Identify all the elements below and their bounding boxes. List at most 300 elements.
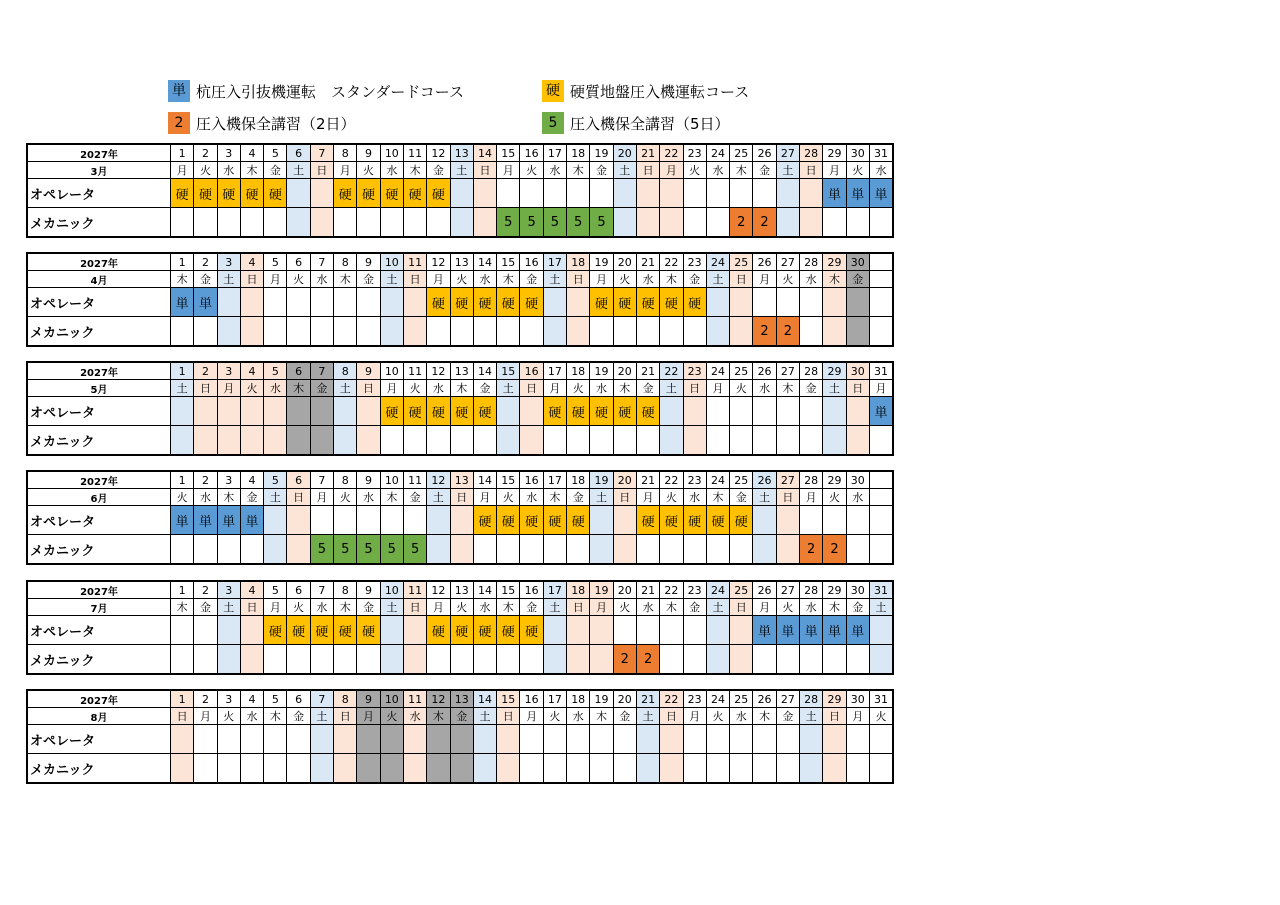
mechanic-slot (636, 208, 659, 238)
day-number: 12 (427, 253, 450, 271)
operator-slot (730, 725, 753, 754)
day-number: 9 (357, 581, 380, 599)
row-header: 3月 (27, 162, 171, 179)
day-number: 15 (497, 581, 520, 599)
mechanic-slot (264, 754, 287, 784)
day-number: 10 (380, 581, 403, 599)
weekday: 土 (380, 271, 403, 288)
mechanic-slot (264, 645, 287, 675)
mechanic-slot (171, 645, 194, 675)
day-number: 6 (287, 471, 310, 489)
mechanic-slot: 2 (823, 535, 846, 565)
weekday: 木 (217, 489, 240, 506)
row-header: 2027年 (27, 690, 171, 708)
weekday: 木 (287, 380, 310, 397)
day-number: 26 (753, 690, 776, 708)
mechanic-slot (613, 754, 636, 784)
day-number: 13 (450, 362, 473, 380)
weekday: 水 (706, 162, 729, 179)
day-number: 31 (869, 581, 893, 599)
mechanic-slot (846, 535, 869, 565)
mechanic-slot (450, 208, 473, 238)
mechanic-slot (171, 426, 194, 456)
mechanic-slot (427, 754, 450, 784)
weekday: 金 (846, 599, 869, 616)
operator-slot (776, 506, 799, 535)
weekday: 土 (310, 708, 333, 725)
day-number: 14 (473, 253, 496, 271)
day-number: 16 (520, 471, 543, 489)
mechanic-slot (706, 317, 729, 347)
weekday: 金 (613, 708, 636, 725)
day-number: 13 (450, 144, 473, 162)
day-number: 31 (869, 144, 893, 162)
operator-slot (869, 725, 893, 754)
operator-slot (869, 616, 893, 645)
mechanic-slot (869, 208, 893, 238)
day-number: 14 (473, 471, 496, 489)
day-number: 5 (264, 471, 287, 489)
weekday: 水 (357, 489, 380, 506)
row-header: 5月 (27, 380, 171, 397)
operator-slot: 硬 (450, 397, 473, 426)
mechanic-slot (520, 645, 543, 675)
weekday: 月 (473, 489, 496, 506)
day-number: 13 (450, 690, 473, 708)
row-header: 2027年 (27, 471, 171, 489)
day-number: 21 (636, 471, 659, 489)
operator-slot (683, 725, 706, 754)
weekday: 金 (473, 380, 496, 397)
weekday: 水 (310, 599, 333, 616)
weekday: 金 (636, 380, 659, 397)
day-number: 12 (427, 144, 450, 162)
operator-slot (427, 506, 450, 535)
day-number: 1 (171, 690, 194, 708)
weekday: 木 (264, 708, 287, 725)
weekday: 木 (334, 599, 357, 616)
operator-slot (310, 397, 333, 426)
weekday: 土 (450, 162, 473, 179)
mechanic-slot (823, 208, 846, 238)
mechanic-slot: 5 (380, 535, 403, 565)
operator-slot (473, 179, 496, 208)
day-number: 5 (264, 362, 287, 380)
day-number: 27 (776, 144, 799, 162)
operator-slot (264, 397, 287, 426)
operator-slot (240, 725, 263, 754)
mechanic-slot (427, 535, 450, 565)
weekday: 火 (869, 708, 893, 725)
day-number: 8 (334, 362, 357, 380)
day-number: 22 (660, 471, 683, 489)
weekday: 火 (776, 599, 799, 616)
weekday: 月 (590, 599, 613, 616)
operator-slot (287, 506, 310, 535)
day-number: 26 (753, 362, 776, 380)
mechanic-slot (683, 754, 706, 784)
operator-slot: 単 (869, 397, 893, 426)
operator-slot (543, 179, 566, 208)
weekday: 火 (846, 162, 869, 179)
operator-slot (846, 397, 869, 426)
weekday: 水 (217, 162, 240, 179)
mechanic-slot: 5 (310, 535, 333, 565)
mechanic-slot (194, 645, 217, 675)
mechanic-slot (217, 754, 240, 784)
day-number: 12 (427, 581, 450, 599)
weekday: 金 (403, 489, 426, 506)
day-number: 27 (776, 253, 799, 271)
mechanic-slot (287, 317, 310, 347)
operator-slot: 硬 (497, 506, 520, 535)
row-header: メカニック (27, 426, 171, 456)
operator-slot: 硬 (357, 179, 380, 208)
weekday: 水 (310, 271, 333, 288)
mechanic-slot: 5 (567, 208, 590, 238)
mechanic-slot (683, 426, 706, 456)
legend-text-five-day: 圧入機保全講習（5日） (570, 114, 730, 133)
day-number: 18 (567, 144, 590, 162)
mechanic-slot (706, 208, 729, 238)
operator-slot (171, 725, 194, 754)
mechanic-slot (240, 754, 263, 784)
operator-slot (264, 506, 287, 535)
mechanic-slot (753, 754, 776, 784)
weekday: 金 (450, 708, 473, 725)
operator-slot (846, 725, 869, 754)
weekday: 火 (287, 271, 310, 288)
operator-slot (240, 288, 263, 317)
weekday: 月 (217, 380, 240, 397)
weekday: 火 (613, 599, 636, 616)
mechanic-slot (567, 426, 590, 456)
operator-slot: 単 (823, 616, 846, 645)
weekday: 土 (171, 380, 194, 397)
row-header: オペレータ (27, 179, 171, 208)
day-number: 25 (730, 362, 753, 380)
weekday: 日 (403, 271, 426, 288)
mechanic-slot (310, 645, 333, 675)
mechanic-slot (706, 754, 729, 784)
mechanic-slot (310, 426, 333, 456)
day-number: 11 (403, 471, 426, 489)
mechanic-slot (753, 426, 776, 456)
day-number: 9 (357, 690, 380, 708)
weekday: 火 (613, 271, 636, 288)
operator-slot (567, 179, 590, 208)
mechanic-slot (334, 426, 357, 456)
weekday: 日 (403, 599, 426, 616)
weekday: 木 (240, 162, 263, 179)
weekday: 木 (543, 489, 566, 506)
mechanic-slot (287, 535, 310, 565)
mechanic-slot (473, 208, 496, 238)
weekday: 土 (543, 599, 566, 616)
weekday: 水 (403, 708, 426, 725)
day-number: 6 (287, 690, 310, 708)
day-number: 4 (240, 581, 263, 599)
operator-slot (171, 616, 194, 645)
operator-slot: 単 (217, 506, 240, 535)
operator-slot: 硬 (520, 288, 543, 317)
mechanic-slot (590, 317, 613, 347)
operator-slot (706, 179, 729, 208)
operator-slot (380, 288, 403, 317)
operator-slot (543, 288, 566, 317)
day-number: 18 (567, 253, 590, 271)
day-number: 23 (683, 362, 706, 380)
weekday: 火 (380, 708, 403, 725)
row-header: オペレータ (27, 288, 171, 317)
weekday: 水 (520, 489, 543, 506)
mechanic-slot (403, 426, 426, 456)
weekday: 金 (240, 489, 263, 506)
day-number: 10 (380, 362, 403, 380)
mechanic-slot (660, 208, 683, 238)
operator-slot (287, 397, 310, 426)
operator-slot (660, 397, 683, 426)
operator-slot: 硬 (427, 397, 450, 426)
weekday: 金 (357, 271, 380, 288)
mechanic-slot (613, 317, 636, 347)
day-number: 18 (567, 690, 590, 708)
mechanic-slot (823, 317, 846, 347)
weekday: 金 (310, 380, 333, 397)
mechanic-slot (240, 645, 263, 675)
weekday: 月 (636, 489, 659, 506)
operator-slot (287, 288, 310, 317)
day-number: 22 (660, 362, 683, 380)
weekday: 月 (823, 162, 846, 179)
operator-slot (380, 506, 403, 535)
day-number: 25 (730, 690, 753, 708)
operator-slot: 単 (869, 179, 893, 208)
day-number: 31 (869, 362, 893, 380)
operator-slot (823, 288, 846, 317)
operator-slot (380, 616, 403, 645)
day-number: 3 (217, 362, 240, 380)
day-number: 12 (427, 690, 450, 708)
operator-slot (567, 288, 590, 317)
mechanic-slot (823, 426, 846, 456)
weekday: 木 (823, 271, 846, 288)
day-number: 25 (730, 471, 753, 489)
operator-slot (706, 616, 729, 645)
mechanic-slot (590, 645, 613, 675)
mechanic-slot (287, 754, 310, 784)
day-number (869, 471, 893, 489)
operator-slot (310, 288, 333, 317)
operator-slot (240, 616, 263, 645)
weekday: 月 (753, 271, 776, 288)
mechanic-slot (310, 317, 333, 347)
day-number: 4 (240, 144, 263, 162)
day-number (869, 253, 893, 271)
weekday: 木 (567, 162, 590, 179)
month-calendar-table (26, 689, 894, 784)
legend-text-single: 杭圧入引抜機運転 スタンダードコース (196, 82, 465, 101)
operator-slot: 硬 (403, 397, 426, 426)
operator-slot (334, 506, 357, 535)
mechanic-slot (846, 208, 869, 238)
day-number: 27 (776, 471, 799, 489)
mechanic-slot (194, 426, 217, 456)
day-number: 23 (683, 690, 706, 708)
operator-slot (264, 288, 287, 317)
weekday: 火 (357, 162, 380, 179)
weekday: 木 (403, 162, 426, 179)
operator-slot: 硬 (613, 397, 636, 426)
operator-slot: 単 (240, 506, 263, 535)
mechanic-slot (660, 426, 683, 456)
mechanic-slot (497, 754, 520, 784)
operator-slot (450, 506, 473, 535)
day-number: 31 (869, 690, 893, 708)
weekday: 金 (194, 599, 217, 616)
weekday: 水 (800, 271, 823, 288)
legend-two-day (168, 112, 356, 134)
weekday: 月 (427, 271, 450, 288)
operator-slot (800, 725, 823, 754)
operator-slot (287, 725, 310, 754)
operator-slot: 単 (194, 288, 217, 317)
mechanic-slot (217, 645, 240, 675)
month-calendar-table (26, 470, 894, 565)
weekday: 日 (567, 599, 590, 616)
day-number: 4 (240, 690, 263, 708)
mechanic-slot (520, 535, 543, 565)
mechanic-slot (776, 208, 799, 238)
weekday: 金 (194, 271, 217, 288)
legend-single (168, 80, 464, 102)
mechanic-slot (240, 208, 263, 238)
operator-slot (403, 616, 426, 645)
legend-chip-hard: 硬 (542, 80, 564, 102)
day-number: 7 (310, 471, 333, 489)
legend-text-hard: 硬質地盤圧入機運転コース (570, 82, 750, 101)
operator-slot (590, 179, 613, 208)
operator-slot: 硬 (380, 179, 403, 208)
operator-slot: 硬 (567, 506, 590, 535)
day-number: 2 (194, 144, 217, 162)
day-number: 16 (520, 690, 543, 708)
operator-slot (590, 506, 613, 535)
weekday: 土 (706, 271, 729, 288)
weekday: 火 (520, 162, 543, 179)
operator-slot (217, 616, 240, 645)
mechanic-slot (403, 645, 426, 675)
weekday: 日 (310, 162, 333, 179)
day-number: 28 (800, 581, 823, 599)
day-number: 19 (590, 690, 613, 708)
weekday: 日 (240, 599, 263, 616)
mechanic-slot (473, 754, 496, 784)
operator-slot: 単 (823, 179, 846, 208)
operator-slot: 硬 (613, 288, 636, 317)
mechanic-slot (217, 208, 240, 238)
weekday: 金 (287, 708, 310, 725)
day-number: 30 (846, 581, 869, 599)
weekday: 日 (171, 708, 194, 725)
weekday: 金 (427, 162, 450, 179)
day-number: 18 (567, 471, 590, 489)
day-number: 8 (334, 471, 357, 489)
day-number: 21 (636, 253, 659, 271)
mechanic-slot (660, 754, 683, 784)
weekday: 火 (706, 708, 729, 725)
day-number: 2 (194, 253, 217, 271)
operator-slot (613, 506, 636, 535)
day-number: 16 (520, 362, 543, 380)
row-header: 2027年 (27, 581, 171, 599)
mechanic-slot: 5 (590, 208, 613, 238)
mechanic-slot (660, 645, 683, 675)
weekday: 日 (567, 271, 590, 288)
mechanic-slot (473, 426, 496, 456)
day-number: 27 (776, 581, 799, 599)
weekday: 火 (683, 162, 706, 179)
operator-slot: 硬 (310, 616, 333, 645)
day-number: 28 (800, 253, 823, 271)
operator-slot: 単 (171, 288, 194, 317)
weekday: 木 (497, 271, 520, 288)
weekday: 水 (264, 380, 287, 397)
row-header: メカニック (27, 317, 171, 347)
weekday: 土 (613, 162, 636, 179)
day-number: 29 (823, 253, 846, 271)
operator-slot: 硬 (403, 179, 426, 208)
mechanic-slot: 2 (753, 208, 776, 238)
day-number: 21 (636, 581, 659, 599)
operator-slot: 硬 (194, 179, 217, 208)
day-number: 13 (450, 253, 473, 271)
day-number: 14 (473, 362, 496, 380)
weekday: 金 (800, 380, 823, 397)
row-header: オペレータ (27, 616, 171, 645)
mechanic-slot (427, 426, 450, 456)
legend-chip-single: 単 (168, 80, 190, 102)
day-number: 24 (706, 471, 729, 489)
day-number: 13 (450, 471, 473, 489)
weekday (869, 489, 893, 506)
day-number: 15 (497, 690, 520, 708)
day-number: 26 (753, 581, 776, 599)
operator-slot (287, 179, 310, 208)
mechanic-slot (497, 535, 520, 565)
mechanic-slot (194, 317, 217, 347)
operator-slot (217, 397, 240, 426)
weekday: 木 (706, 489, 729, 506)
day-number: 17 (543, 362, 566, 380)
operator-slot (800, 179, 823, 208)
day-number: 5 (264, 690, 287, 708)
operator-slot: 硬 (380, 397, 403, 426)
operator-slot: 硬 (520, 616, 543, 645)
weekday: 月 (869, 380, 893, 397)
mechanic-slot (473, 317, 496, 347)
mechanic-slot (264, 426, 287, 456)
day-number: 3 (217, 253, 240, 271)
weekday: 土 (473, 708, 496, 725)
legend-five-day (542, 112, 730, 134)
weekday: 土 (217, 599, 240, 616)
mechanic-slot (869, 535, 893, 565)
day-number: 6 (287, 253, 310, 271)
day-number: 30 (846, 144, 869, 162)
mechanic-slot (636, 426, 659, 456)
weekday: 火 (567, 380, 590, 397)
